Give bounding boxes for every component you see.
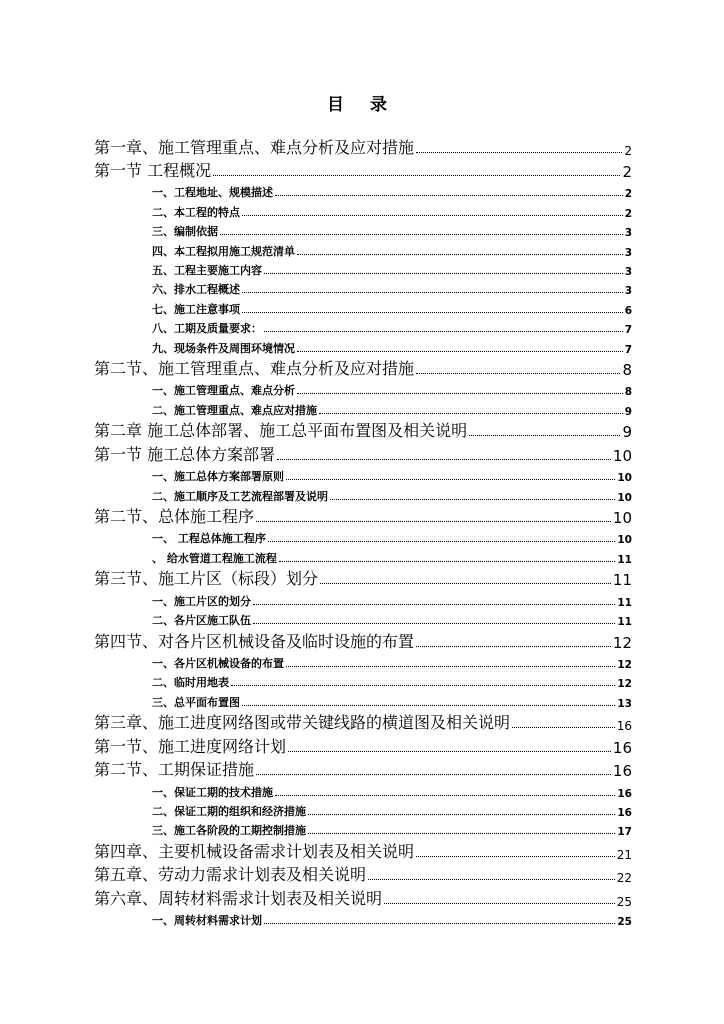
- dot-leader: [368, 879, 615, 880]
- toc-entry-label: 二、施工顺序及工艺流程部署及说明: [152, 489, 328, 503]
- toc-entry-label: 第四章、主要机械设备需求计划表及相关说明: [94, 841, 415, 861]
- toc-entry-page-number: 10: [617, 491, 632, 504]
- toc-entry-section[interactable]: [94, 317, 632, 336]
- dot-leader: [253, 604, 615, 605]
- toc-entry-section[interactable]: [94, 484, 632, 503]
- toc-entry-section[interactable]: [94, 200, 632, 219]
- dot-leader: [242, 312, 623, 313]
- toc-entry-page-number: 6: [624, 304, 632, 317]
- dot-leader: [253, 623, 615, 624]
- toc-entry-chapter[interactable]: [94, 418, 632, 442]
- toc-entry-chapter[interactable]: [94, 628, 632, 652]
- toc-entry-label: 第三节、施工片区（标段）划分: [94, 569, 319, 589]
- page-title: 目 录: [327, 95, 397, 115]
- toc-entry-label: 八、工期及质量要求：: [152, 322, 262, 336]
- dot-leader: [275, 795, 615, 796]
- toc-entry-label: 二、各片区施工队伍: [152, 614, 251, 628]
- toc-entry-page-number: 25: [617, 916, 632, 929]
- toc-entry-label: 、 给水管道工程施工流程: [152, 551, 277, 565]
- toc-entry-section[interactable]: [94, 278, 632, 297]
- dot-leader: [297, 254, 623, 255]
- toc-entry-label: 一、保证工期的技术措施: [152, 785, 273, 799]
- toc-entry-page-number: 12: [612, 633, 632, 652]
- toc-entry-page-number: 2: [624, 207, 632, 220]
- toc-entry-chapter[interactable]: [94, 733, 632, 757]
- toc-entry-section[interactable]: [94, 800, 632, 819]
- toc-entry-section[interactable]: [94, 589, 632, 608]
- dot-leader: [264, 923, 615, 924]
- toc-entry-page-number: 3: [624, 227, 632, 240]
- toc-entry-label: 第五章、劳动力需求计划表及相关说明: [94, 865, 367, 885]
- toc-entry-page-number: 10: [617, 472, 632, 485]
- toc-entry-page-number: 16: [617, 807, 632, 820]
- toc-entry-page-number: 10: [612, 446, 632, 465]
- toc-entry-label: 第一章、施工管理重点、难点分析及应对措施: [94, 137, 415, 157]
- toc-entry-section[interactable]: [94, 671, 632, 690]
- dot-leader: [308, 814, 615, 815]
- toc-entry-page-number: 16: [612, 762, 632, 781]
- toc-entry-page-number: 21: [616, 847, 632, 862]
- toc-entry-label: 一、施工片区的划分: [152, 594, 251, 608]
- toc-entry-page-number: 13: [617, 697, 632, 710]
- toc-entry-chapter[interactable]: [94, 441, 632, 465]
- dot-leader: [275, 195, 623, 196]
- toc-entry-page-number: 9: [624, 405, 632, 418]
- toc-entry-label: 第一节 施工总体方案部署: [94, 444, 276, 464]
- dot-leader: [416, 152, 622, 153]
- toc-entry-section[interactable]: [94, 297, 632, 316]
- toc-entry-chapter[interactable]: [94, 158, 632, 182]
- table-of-contents: [94, 134, 632, 928]
- toc-entry-label: 四、本工程拟用施工规范清单: [152, 244, 295, 258]
- toc-entry-page-number: 11: [617, 616, 632, 629]
- dot-leader: [242, 292, 623, 293]
- dot-leader: [469, 435, 620, 436]
- toc-entry-label: 第二节、工期保证措施: [94, 760, 255, 780]
- toc-entry-label: 第三章、施工进度网络图或带关键线路的横道图及相关说明: [94, 713, 511, 733]
- toc-entry-section[interactable]: [94, 181, 632, 200]
- toc-entry-section[interactable]: [94, 465, 632, 484]
- toc-entry-label: 九、现场条件及周围环境情况: [152, 341, 295, 355]
- toc-entry-label: 七、施工注意事项: [152, 302, 240, 316]
- dot-leader: [220, 234, 623, 235]
- dot-leader: [256, 521, 611, 522]
- toc-entry-page-number: 16: [616, 719, 632, 734]
- toc-entry-page-number: 16: [617, 787, 632, 800]
- toc-entry-section[interactable]: [94, 259, 632, 278]
- dot-leader: [286, 666, 615, 667]
- toc-entry-section[interactable]: [94, 220, 632, 239]
- toc-entry-label: 一、 工程总体施工程序: [152, 532, 266, 546]
- toc-entry-page-number: 2: [624, 188, 632, 201]
- toc-entry-label: 第六章、周转材料需求计划表及相关说明: [94, 888, 383, 908]
- dot-leader: [256, 774, 611, 775]
- toc-entry-page-number: 10: [617, 534, 632, 547]
- toc-entry-chapter[interactable]: [94, 134, 632, 158]
- toc-entry-section[interactable]: [94, 652, 632, 671]
- dot-leader: [231, 685, 615, 686]
- toc-entry-page-number: 22: [616, 871, 632, 886]
- toc-entry-page-number: 16: [612, 738, 632, 757]
- toc-entry-page-number: 11: [612, 571, 632, 590]
- toc-entry-label: 二、本工程的特点: [152, 205, 240, 219]
- toc-entry-chapter[interactable]: [94, 862, 632, 886]
- dot-leader: [279, 561, 616, 562]
- toc-entry-label: 一、各片区机械设备的布置: [152, 657, 284, 671]
- toc-entry-chapter[interactable]: [94, 356, 632, 380]
- toc-entry-chapter[interactable]: [94, 885, 632, 909]
- toc-entry-chapter[interactable]: [94, 838, 632, 862]
- toc-entry-label: 一、周转材料需求计划: [152, 914, 262, 928]
- toc-entry-section[interactable]: [94, 690, 632, 709]
- toc-entry-label: 二、施工管理重点、难点应对措施: [152, 403, 317, 417]
- dot-leader: [308, 833, 615, 834]
- toc-entry-label: 一、施工管理重点、难点分析: [152, 384, 295, 398]
- dot-leader: [320, 583, 611, 584]
- toc-entry-label: 一、施工总体方案部署原则: [152, 470, 284, 484]
- toc-entry-label: 第二节、总体施工程序: [94, 507, 255, 527]
- dot-leader: [297, 393, 623, 394]
- dot-leader: [268, 541, 616, 542]
- dot-leader: [242, 215, 623, 216]
- toc-entry-label: 一、工程地址、规模描述: [152, 186, 273, 200]
- toc-entry-section[interactable]: [94, 527, 632, 546]
- toc-entry-section[interactable]: [94, 398, 632, 417]
- toc-entry-page-number: 3: [624, 285, 632, 298]
- toc-entry-label: 三、施工各阶段的工期控制措施: [152, 824, 306, 838]
- toc-entry-section[interactable]: [94, 819, 632, 838]
- toc-entry-page-number: 3: [624, 265, 632, 278]
- dot-leader: [512, 727, 615, 728]
- toc-entry-page-number: 12: [617, 659, 632, 672]
- dot-leader: [297, 351, 623, 352]
- toc-entry-label: 三、总平面布置图: [152, 695, 240, 709]
- dot-leader: [277, 459, 611, 460]
- toc-entry-page-number: 8: [622, 361, 632, 380]
- dot-leader: [416, 856, 615, 857]
- dot-leader: [264, 273, 623, 274]
- toc-entry-label: 第二节、施工管理重点、难点分析及应对措施: [94, 359, 415, 379]
- toc-entry-page-number: 3: [624, 246, 632, 259]
- dot-leader: [213, 175, 620, 176]
- toc-entry-page-number: 8: [624, 386, 632, 399]
- dot-leader: [319, 413, 623, 414]
- dot-leader: [384, 903, 615, 904]
- toc-entry-page-number: 2: [622, 163, 632, 181]
- toc-entry-chapter[interactable]: [94, 566, 632, 590]
- toc-entry-page-number: 25: [616, 894, 632, 909]
- dot-leader: [330, 499, 615, 500]
- toc-entry-page-number: 11: [617, 596, 632, 609]
- toc-entry-label: 第一节 工程概况: [94, 161, 212, 180]
- toc-entry-page-number: 10: [612, 509, 632, 528]
- toc-entry-section[interactable]: [94, 336, 632, 355]
- toc-entry-page-number: 9: [622, 423, 632, 442]
- toc-entry-page-number: 12: [617, 678, 632, 691]
- toc-entry-label: 三、编制依据: [152, 225, 218, 239]
- toc-entry-label: 第四节、对各片区机械设备及临时设施的布置: [94, 631, 415, 651]
- toc-entry-section[interactable]: [94, 379, 632, 398]
- toc-entry-label: 第二章 施工总体部署、施工总平面布置图及相关说明: [94, 421, 468, 441]
- toc-entry-chapter[interactable]: [94, 757, 632, 781]
- toc-entry-section[interactable]: [94, 909, 632, 928]
- dot-leader: [264, 331, 623, 332]
- toc-entry-page-number: 7: [624, 343, 632, 356]
- toc-entry-chapter[interactable]: [94, 710, 632, 734]
- toc-entry-page-number: 17: [617, 826, 632, 839]
- toc-entry-chapter[interactable]: [94, 504, 632, 528]
- toc-entry-label: 二、保证工期的组织和经济措施: [152, 805, 306, 819]
- dot-leader: [242, 705, 615, 706]
- dot-leader: [286, 479, 615, 480]
- toc-entry-page-number: 7: [624, 324, 632, 337]
- dot-leader: [288, 751, 611, 752]
- toc-entry-section[interactable]: [94, 609, 632, 628]
- toc-entry-label: 二、临时用地表: [152, 676, 229, 690]
- toc-entry-label: 第一节、施工进度网络计划: [94, 736, 287, 756]
- toc-entry-page-number: 2: [624, 143, 632, 158]
- dot-leader: [416, 646, 611, 647]
- dot-leader: [416, 373, 620, 374]
- toc-entry-page-number: 11: [617, 553, 632, 566]
- toc-entry-section[interactable]: [94, 239, 632, 258]
- toc-entry-section[interactable]: [94, 780, 632, 799]
- toc-entry-label: 六、排水工程概述: [152, 283, 240, 297]
- toc-entry-section[interactable]: [94, 546, 632, 565]
- toc-entry-label: 五、工程主要施工内容: [152, 263, 262, 277]
